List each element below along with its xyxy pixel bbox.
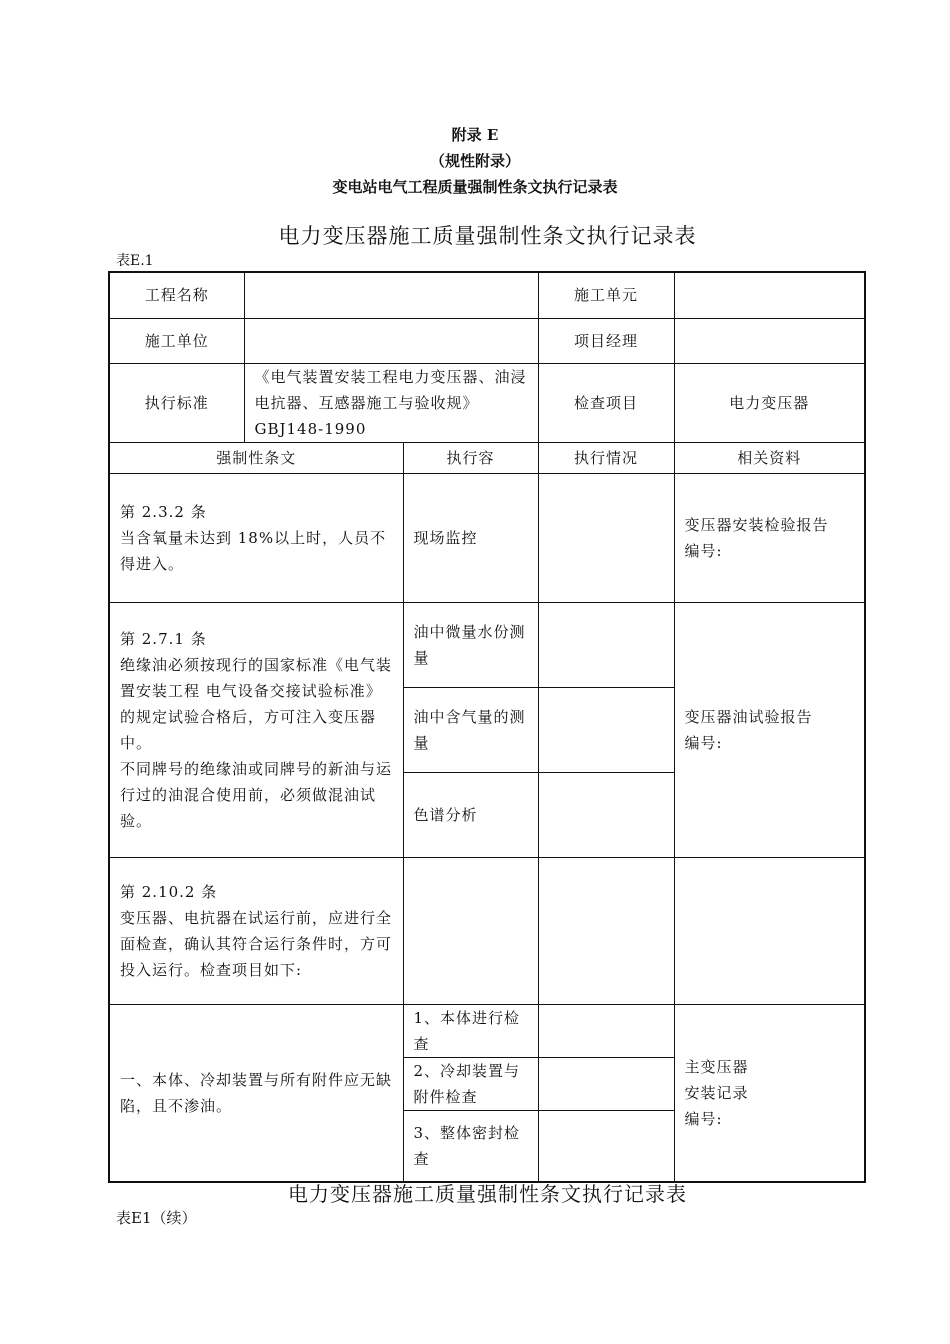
status-cell-4b[interactable] [538, 1057, 674, 1110]
column-header-content: 执行容 [403, 442, 538, 473]
clause-2-3-2: 第 2.3.2 条 当含氧量未达到 18%以上时，人员不得进入。 [109, 473, 403, 602]
status-cell-4a[interactable] [538, 1004, 674, 1057]
status-cell-2c[interactable] [538, 772, 674, 857]
appendix-heading: 附录 E [451, 126, 499, 144]
normative-heading: （规性附录） [429, 152, 520, 170]
docs-transformer-record: 主变压器 安装记录 编号: [674, 1004, 865, 1182]
content-gas-measure: 油中含气量的测量 [403, 687, 538, 772]
project-name-label: 工程名称 [109, 272, 244, 318]
clause-2-10-2: 第 2.10.2 条 变压器、电抗器在试运行前，应进行全面检查，确认其符合运行条件时，方可投入运行。检查项目如下: [109, 857, 403, 1004]
construction-unit-label: 施工单元 [538, 272, 674, 318]
inspection-value: 电力变压器 [674, 363, 865, 442]
content-cell-3[interactable] [403, 857, 538, 1004]
status-cell-4c[interactable] [538, 1110, 674, 1182]
standard-label: 执行标准 [109, 363, 244, 442]
docs-oil-report: 变压器油试验报告 编号: [674, 602, 865, 857]
content-cooling-check: 2、冷却装置与附件检查 [403, 1057, 538, 1110]
clause-2-7-1: 第 2.7.1 条 绝缘油必须按现行的国家标准《电气装置安装工程 电气设备交接试验标准》的规定试验合格后，方可注入变压器中。 不同牌号的绝缘油或同牌号的新油与运行过的油混合使用前，必须做混油试验。 [109, 602, 403, 857]
status-cell-3[interactable] [538, 857, 674, 1004]
docs-install-report: 变压器安装检验报告 编号: [674, 473, 865, 602]
status-cell-2b[interactable] [538, 687, 674, 772]
document-main-title: 变电站电气工程质量强制性条文执行记录表 [332, 178, 618, 196]
status-cell-1[interactable] [538, 473, 674, 602]
construction-unit-value[interactable] [674, 272, 865, 318]
table-number: 表E.1 [116, 253, 154, 269]
column-header-docs: 相关资料 [674, 442, 865, 473]
content-water-measure: 油中微量水份测量 [403, 602, 538, 687]
content-site-monitoring: 现场监控 [403, 473, 538, 602]
continued-table-number: 表E1（续） [116, 1209, 197, 1227]
content-seal-check: 3、整体密封检查 [403, 1110, 538, 1182]
content-chromatography: 色谱分析 [403, 772, 538, 857]
continued-form-title: 电力变压器施工质量强制性条文执行记录表 [288, 1182, 687, 1206]
status-cell-2a[interactable] [538, 602, 674, 687]
column-header-clause: 强制性条文 [109, 442, 403, 473]
column-header-status: 执行情况 [538, 442, 674, 473]
record-table [108, 271, 866, 1183]
contractor-value[interactable] [244, 318, 538, 363]
docs-cell-3[interactable] [674, 857, 865, 1004]
contractor-label: 施工单位 [109, 318, 244, 363]
inspection-label: 检查项目 [538, 363, 674, 442]
standard-value: 《电气装置安装工程电力变压器、油浸电抗器、互感器施工与验收规》GBJ148-1990 [244, 363, 538, 442]
content-body-check: 1、本体进行检查 [403, 1004, 538, 1057]
manager-value[interactable] [674, 318, 865, 363]
manager-label: 项目经理 [538, 318, 674, 363]
form-title: 电力变压器施工质量强制性条文执行记录表 [278, 224, 697, 248]
project-name-value[interactable] [244, 272, 538, 318]
clause-item-1: 一、本体、冷却装置与所有附件应无缺陷，且不渗油。 [109, 1004, 403, 1182]
